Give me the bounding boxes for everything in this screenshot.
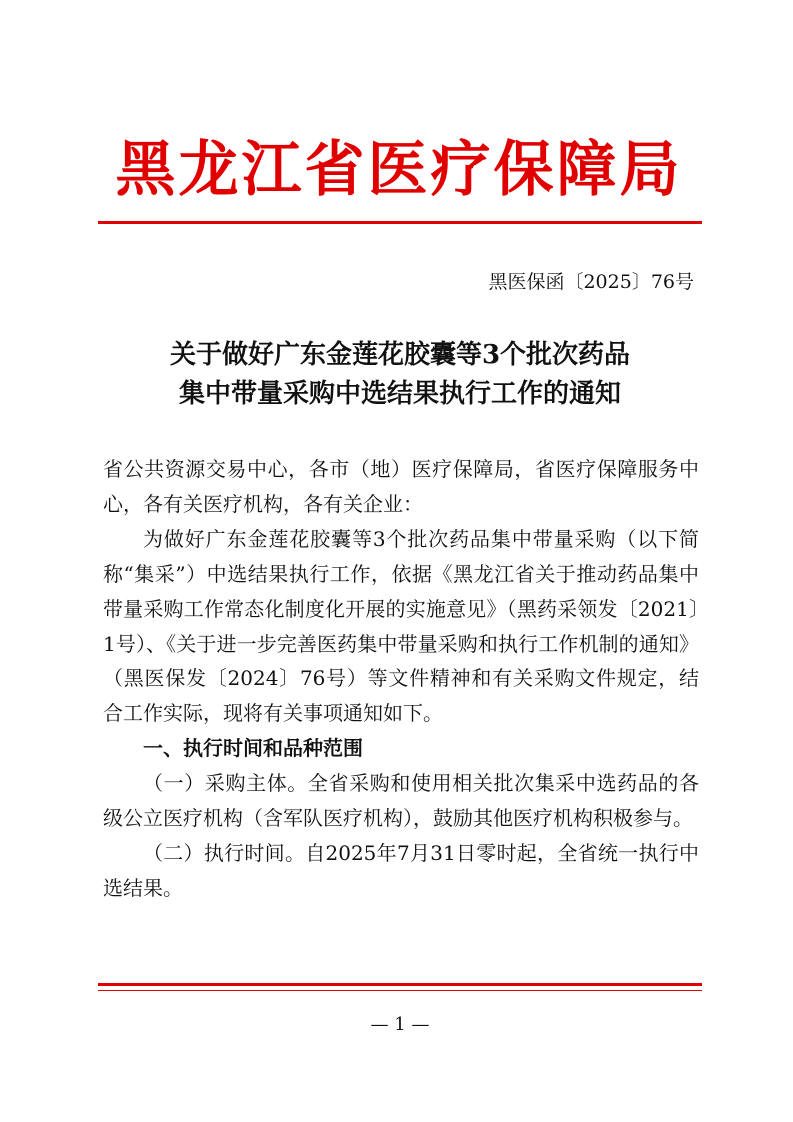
letterhead-rule bbox=[98, 221, 702, 224]
document-number: 黑医保函〔2025〕76号 bbox=[488, 271, 694, 293]
item-paragraph-1: （一）采购主体。全省采购和使用相关批次集采中选药品的各级公立医疗机构（含军队医疗机构），鼓励其他医疗机构积极参与。 bbox=[103, 771, 699, 831]
title-line-1: 关于做好广东金莲花胶囊等3个批次药品 bbox=[169, 340, 631, 370]
document-body bbox=[103, 452, 699, 906]
letterhead-agency-name: 黑龙江省医疗保障局 bbox=[115, 135, 683, 205]
page-number: — 1 — bbox=[370, 1014, 430, 1035]
title-line-2: 集中带量采购中选结果执行工作的通知 bbox=[178, 379, 621, 409]
bottom-rule-thin bbox=[98, 990, 702, 991]
intro-paragraph: 为做好广东金莲花胶囊等3个批次药品集中带量采购（以下简称“集采”）中选结果执行工作，依据《黑龙江省关于推动药品集中带量采购工作常态化制度化开展的实施意见》（黑药采领发〔2021〕1号）、《关于进一步完善医药集中带量采购和执行工作机制的通知》（黑医保发〔2024〕76号）等文件精神和有关采购文件规定，结合工作实际，现将有关事项通知如下。 bbox=[103, 526, 699, 726]
section-heading: 一、执行时间和品种范围 bbox=[143, 736, 363, 761]
recipients-paragraph: 省公共资源交易中心，各市（地）医疗保障局，省医疗保障服务中心，各有关医疗机构，各有关企业： bbox=[103, 457, 699, 516]
document-title bbox=[98, 336, 702, 414]
item-paragraph-2: （二）执行时间。自2025年7月31日零时起，全省统一执行中选结果。 bbox=[103, 840, 699, 900]
bottom-rule-thick bbox=[98, 983, 702, 986]
